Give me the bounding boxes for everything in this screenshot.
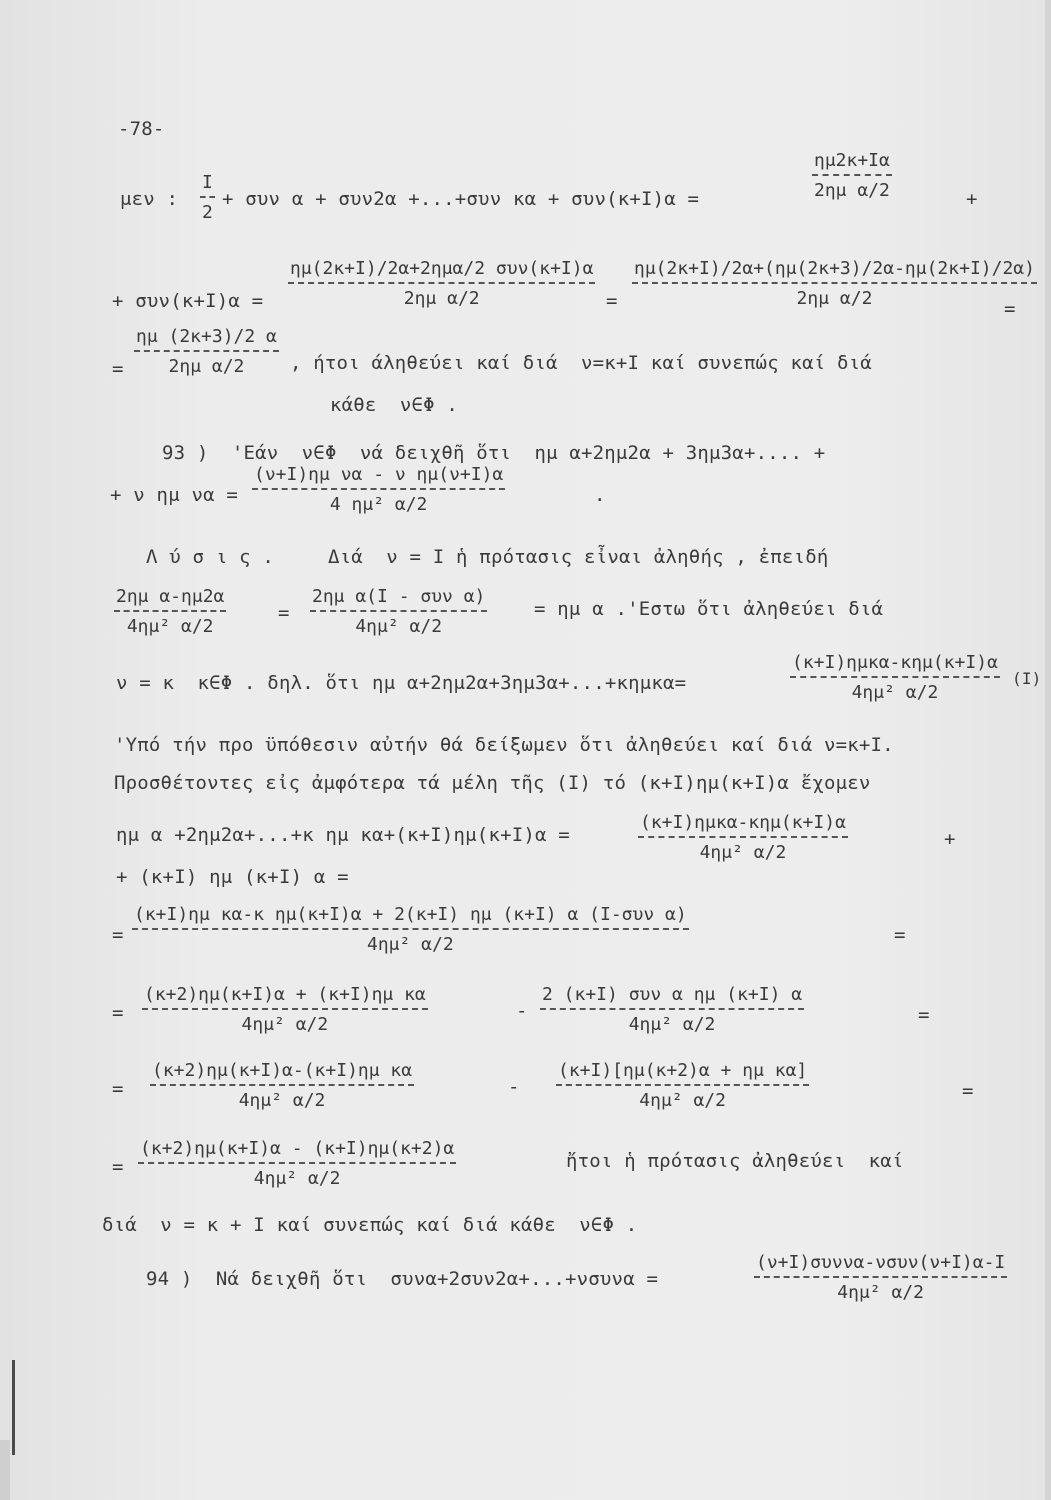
eq4-eq: =	[112, 1002, 124, 1024]
solution-line-2-rest: = ημ α .'Εστω ὅτι ἀληθεύει διά	[534, 598, 884, 620]
eq4-minus: -	[516, 1000, 528, 1022]
solution-line-3-tag: (I)	[1012, 669, 1042, 688]
eq5-fraction-2	[556, 1060, 809, 1111]
solution-line-3-fraction	[790, 652, 1000, 703]
l2-prefix: + συν(κ+I)α =	[112, 290, 264, 312]
problem-94-fraction	[754, 1252, 1007, 1303]
eq1-fraction	[638, 812, 848, 863]
fraction-bar	[252, 488, 505, 490]
eq5-eq: =	[112, 1078, 124, 1100]
solution-fraction-1	[114, 586, 226, 637]
eq3-end: =	[894, 924, 906, 946]
problem-93-fraction	[252, 464, 505, 515]
binding-shadow	[0, 1440, 10, 1500]
l2-frac2-den: 2ημ α/2	[796, 288, 873, 309]
eq6-fraction	[138, 1138, 456, 1189]
l1-half-den: 2	[202, 202, 213, 223]
l1-body: + συν α + συν2α +...+συν κα + συν(κ+I)α =	[222, 188, 700, 210]
fraction-bar	[638, 836, 848, 838]
fraction-bar	[132, 928, 689, 930]
l3-fraction	[134, 326, 279, 377]
fraction-bar	[134, 350, 279, 352]
l1-frac-den: 2ημ α/2	[814, 180, 890, 201]
l1-half-fraction	[200, 172, 215, 223]
eq6-eq: =	[112, 1156, 124, 1178]
eq3-fraction	[132, 904, 689, 955]
problem-93-dot: .	[594, 484, 606, 506]
eq4-fraction-2	[540, 984, 804, 1035]
fraction-bar	[142, 1008, 428, 1010]
eq4-fraction-1	[142, 984, 428, 1035]
eq6-text: ἤτοι ἡ πρότασις ἀληθεύει καί	[566, 1150, 904, 1172]
eq5-minus: -	[508, 1076, 520, 1098]
problem-93-frac-num: (ν+I)ημ να - ν ημ(ν+I)α	[254, 464, 504, 485]
binding-mark	[12, 1360, 15, 1455]
problem-93-prefix: + ν ημ να =	[110, 484, 239, 506]
eq3-frac-den: 4ημ² α/2	[366, 934, 454, 955]
fraction-bar	[754, 1276, 1007, 1278]
fraction-bar	[310, 610, 487, 612]
fraction-bar	[540, 1008, 804, 1010]
eq1-frac-num: (κ+I)ημκα-κημ(κ+I)α	[640, 812, 846, 833]
sol-line3-frac-num: (κ+I)ημκα-κημ(κ+I)α	[792, 652, 998, 673]
eq3-eq: =	[112, 924, 124, 946]
eq5-frac2-num: (κ+I)[ημ(κ+2)α + ημ κα]	[558, 1060, 808, 1081]
eq1-frac-den: 4ημ² α/2	[699, 842, 787, 863]
fraction-bar	[556, 1084, 809, 1086]
eq4-end: =	[918, 1004, 930, 1026]
solution-eq-1: =	[278, 602, 290, 624]
eq5-frac1-num: (κ+2)ημ(κ+I)α-(κ+I)ημ κα	[152, 1060, 413, 1081]
l1-fraction	[812, 150, 892, 201]
l2-fraction-2	[632, 258, 1037, 309]
l2-frac1-den: 2ημ α/2	[403, 288, 480, 309]
l3-text: , ήτοι άληθεύει καί διά ν=κ+I καί συνεπώς καί διά	[290, 352, 872, 374]
page-edge	[1045, 0, 1051, 1500]
problem-93-frac-den: 4 ημ² α/2	[329, 494, 428, 515]
sol-frac2-num: 2ημ α(I - συν α)	[312, 586, 486, 607]
sol-line3-frac-den: 4ημ² α/2	[851, 682, 939, 703]
hypothesis-line-1: 'Υπό τήν προ ϋπόθεσιν αὐτήν θά δείξωμεν ὅτι ἀληθεύει καί διά ν=κ+I.	[114, 734, 894, 756]
fraction-bar	[288, 282, 595, 284]
eq4-frac2-den: 4ημ² α/2	[628, 1014, 716, 1035]
l1-frac-num: ημ2κ+Iα	[814, 150, 890, 171]
eq5-fraction-1	[150, 1060, 414, 1111]
eq4-frac1-num: (κ+2)ημ(κ+I)α + (κ+I)ημ κα	[144, 984, 426, 1005]
eq4-frac1-den: 4ημ² α/2	[241, 1014, 329, 1035]
l2-fraction-1	[288, 258, 595, 309]
fraction-bar	[114, 610, 226, 612]
problem-94-frac-num: (ν+I)συννα-νσυν(ν+I)α-I	[756, 1252, 1006, 1273]
l1-prefix: μεν :	[120, 188, 179, 210]
l3-frac-den: 2ημ α/2	[168, 356, 245, 377]
fraction-bar	[790, 676, 1000, 678]
l1-half-num: I	[202, 172, 213, 193]
eq1-left: ημ α +2ημ2α+...+κ ημ κα+(κ+I)ημ(κ+I)α =	[116, 824, 570, 846]
eq2-text: + (κ+I) ημ (κ+I) α =	[116, 866, 349, 888]
l2-frac1-num: ημ(2κ+I)/2α+2ημα/2 συν(κ+I)α	[290, 258, 594, 279]
eq6-frac-den: 4ημ² α/2	[253, 1168, 341, 1189]
eq5-frac2-den: 4ημ² α/2	[639, 1090, 726, 1111]
eq3-frac-num: (κ+I)ημ κα-κ ημ(κ+I)α + 2(κ+I) ημ (κ+I) α (I-συν α)	[134, 904, 687, 925]
eq5-frac1-den: 4ημ² α/2	[238, 1090, 326, 1111]
fraction-bar	[150, 1084, 414, 1086]
sol-frac2-den: 4ημ² α/2	[355, 616, 443, 637]
hypothesis-line-2: Προσθέτοντες εἰς ἀμφότερα τά μέλη τῆς (I) τό (κ+I)ημ(κ+I)α ἔχομεν	[114, 772, 871, 794]
sol-frac1-num: 2ημ α-ημ2α	[116, 586, 225, 607]
problem-93-line-1: 93 ) 'Εάν ν∈Φ νά δειχθῆ ὅτι ημ α+2ημ2α + 3ημ3α+.... +	[162, 442, 826, 464]
solution-line-3: ν = κ κ∈Φ . δηλ. ὅτι ημ α+2ημ2α+3ημ3α+...+κημκα=	[116, 672, 687, 694]
l2-frac2-num: ημ(2κ+I)/2α+(ημ(2κ+3)/2α-ημ(2κ+I)/2α)	[634, 258, 1035, 279]
fraction-bar	[812, 174, 892, 176]
eq4-frac2-num: 2 (κ+I) συν α ημ (κ+I) α	[542, 984, 803, 1005]
fraction-bar	[200, 196, 215, 198]
l2-end: =	[1004, 298, 1016, 320]
l1-plus: +	[966, 188, 978, 210]
problem-94-frac-den: 4ημ² α/2	[837, 1282, 924, 1303]
solution-line-1: Διά ν = I ἡ πρότασις εἶναι ἀληθής , ἐπειδή	[328, 546, 829, 568]
l2-eq: =	[606, 290, 618, 312]
l3-eq: =	[112, 358, 124, 380]
l4-text: κάθε ν∈Φ .	[330, 394, 459, 416]
eq7-text: διά ν = κ + I καί συνεπώς καί διά κάθε ν∈Φ .	[102, 1214, 638, 1236]
solution-fraction-2	[310, 586, 487, 637]
problem-94-line: 94 ) Νά δειχθῆ ὅτι συνα+2συν2α+...+νσυνα =	[146, 1268, 659, 1290]
solution-heading: Λ ύ σ ι ς .	[146, 546, 275, 568]
fraction-bar	[138, 1162, 456, 1164]
eq6-frac-num: (κ+2)ημ(κ+I)α - (κ+I)ημ(κ+2)α	[140, 1138, 455, 1159]
eq5-end: =	[962, 1080, 974, 1102]
sol-frac1-den: 4ημ² α/2	[126, 616, 214, 637]
l3-frac-num: ημ (2κ+3)/2 α	[136, 326, 277, 347]
fraction-bar	[632, 282, 1037, 284]
eq1-plus: +	[944, 828, 956, 850]
page-number: -78-	[118, 118, 165, 140]
